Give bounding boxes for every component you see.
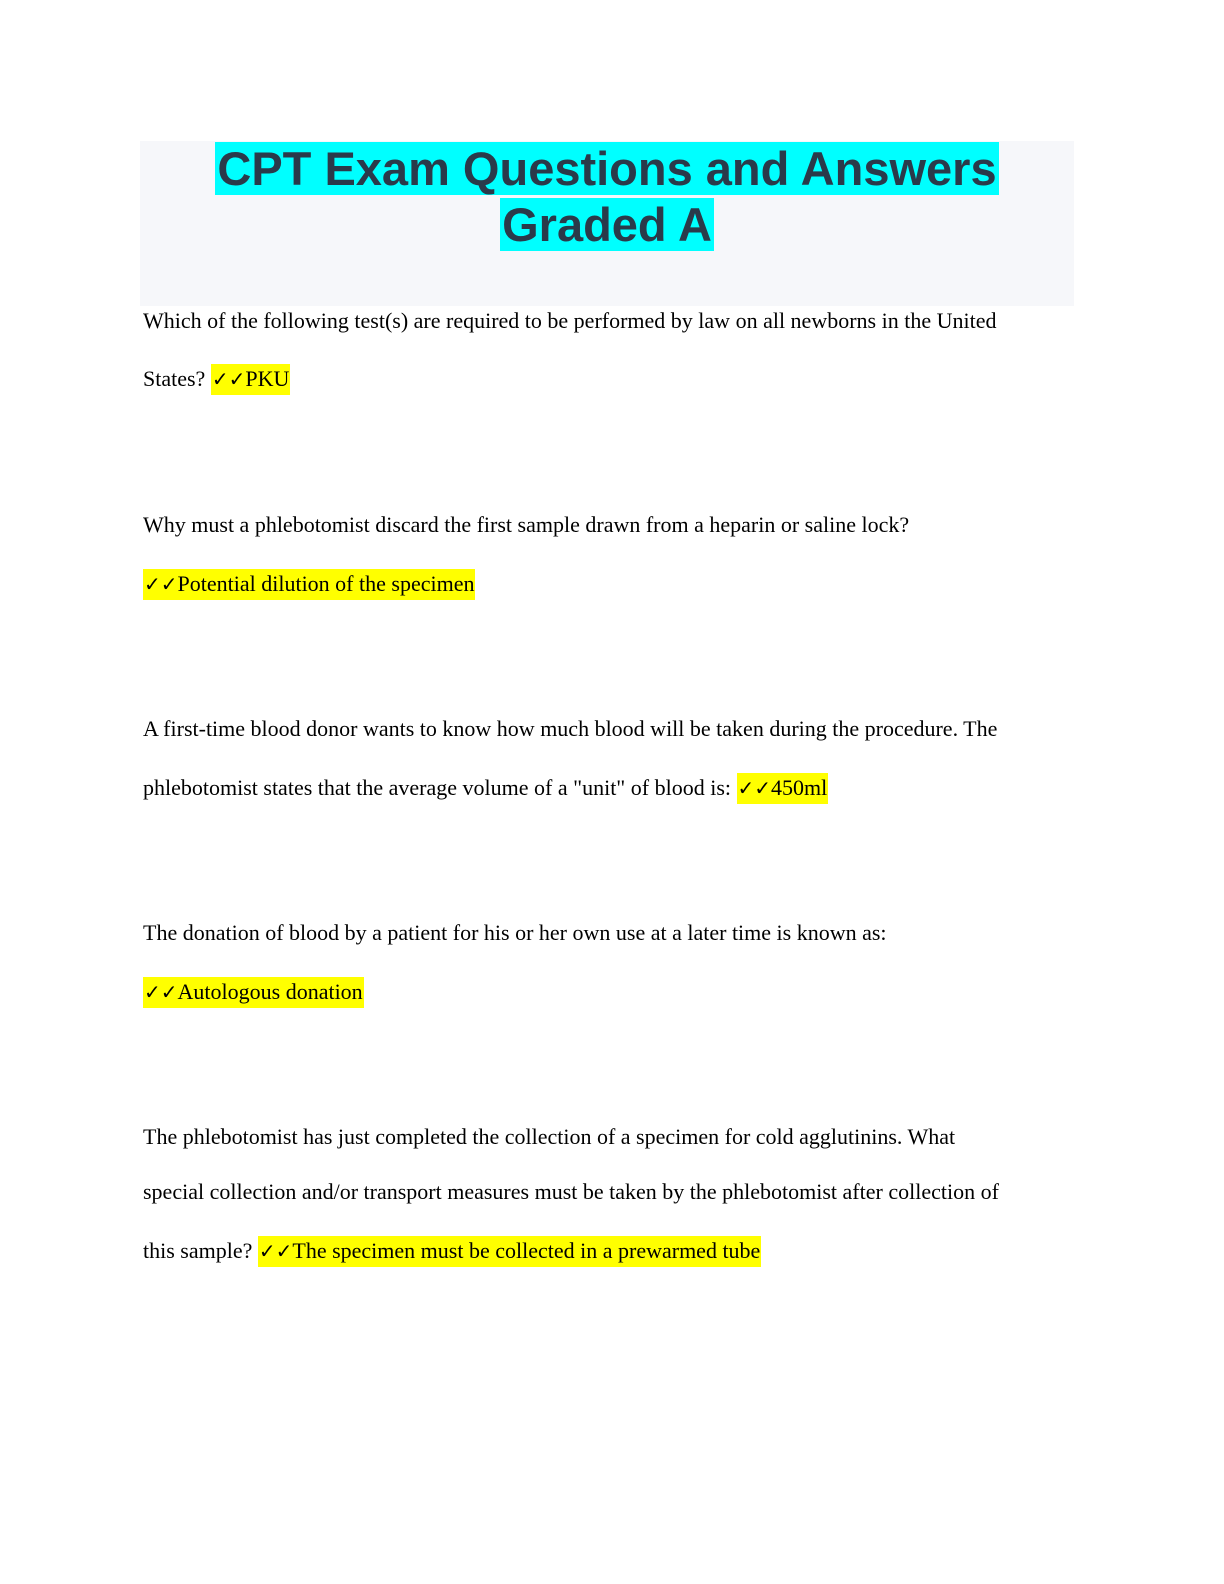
check-icon: ✓✓ bbox=[144, 980, 178, 1004]
answer-2 bbox=[143, 569, 475, 600]
answer-1-text: PKU bbox=[245, 366, 290, 391]
answer-2-text: Potential dilution of the specimen bbox=[177, 571, 475, 596]
answer-4 bbox=[143, 977, 364, 1008]
question-4-line-1: The donation of blood by a patient for his or her own use at a later time is known as: bbox=[143, 920, 887, 945]
question-2-line-2 bbox=[143, 569, 475, 599]
answer-4-text: Autologous donation bbox=[177, 979, 363, 1004]
question-1-line-1: Which of the following test(s) are required to be performed by law on all newborns in the United bbox=[143, 308, 997, 333]
question-1-line-2 bbox=[143, 364, 290, 394]
question-5-line-2: special collection and/or transport measures must be taken by the phlebotomist after collection of bbox=[143, 1179, 999, 1204]
question-1-text: States? bbox=[143, 366, 206, 391]
title-line-1 bbox=[140, 141, 1074, 197]
check-icon: ✓✓ bbox=[258, 1239, 293, 1263]
check-icon: ✓✓ bbox=[144, 572, 178, 596]
question-5-text: this sample? bbox=[143, 1238, 253, 1263]
question-3-text: phlebotomist states that the average volume of a "unit" of blood is: bbox=[143, 775, 732, 800]
title-block bbox=[140, 141, 1074, 306]
question-5-line-3 bbox=[143, 1236, 761, 1266]
check-icon: ✓✓ bbox=[737, 776, 772, 800]
title-line-2 bbox=[140, 197, 1074, 253]
question-3-line-2 bbox=[143, 773, 828, 803]
page-title-subtitle: Graded A bbox=[502, 198, 712, 251]
answer-1 bbox=[211, 364, 291, 395]
answer-3 bbox=[737, 773, 829, 804]
question-2-line-1: Why must a phlebotomist discard the first sample drawn from a heparin or saline lock? bbox=[143, 512, 910, 537]
check-icon: ✓✓ bbox=[211, 367, 246, 391]
answer-5 bbox=[258, 1236, 761, 1267]
answer-5-text: The specimen must be collected in a prewarmed tube bbox=[292, 1238, 761, 1263]
answer-3-text: 450ml bbox=[771, 775, 828, 800]
page-title: CPT Exam Questions and Answers bbox=[217, 142, 997, 195]
question-5-line-1: The phlebotomist has just completed the collection of a specimen for cold agglutinins. What bbox=[143, 1124, 956, 1149]
question-4-line-2 bbox=[143, 977, 364, 1007]
question-3-line-1: A first-time blood donor wants to know how much blood will be taken during the procedure. The bbox=[143, 716, 998, 741]
